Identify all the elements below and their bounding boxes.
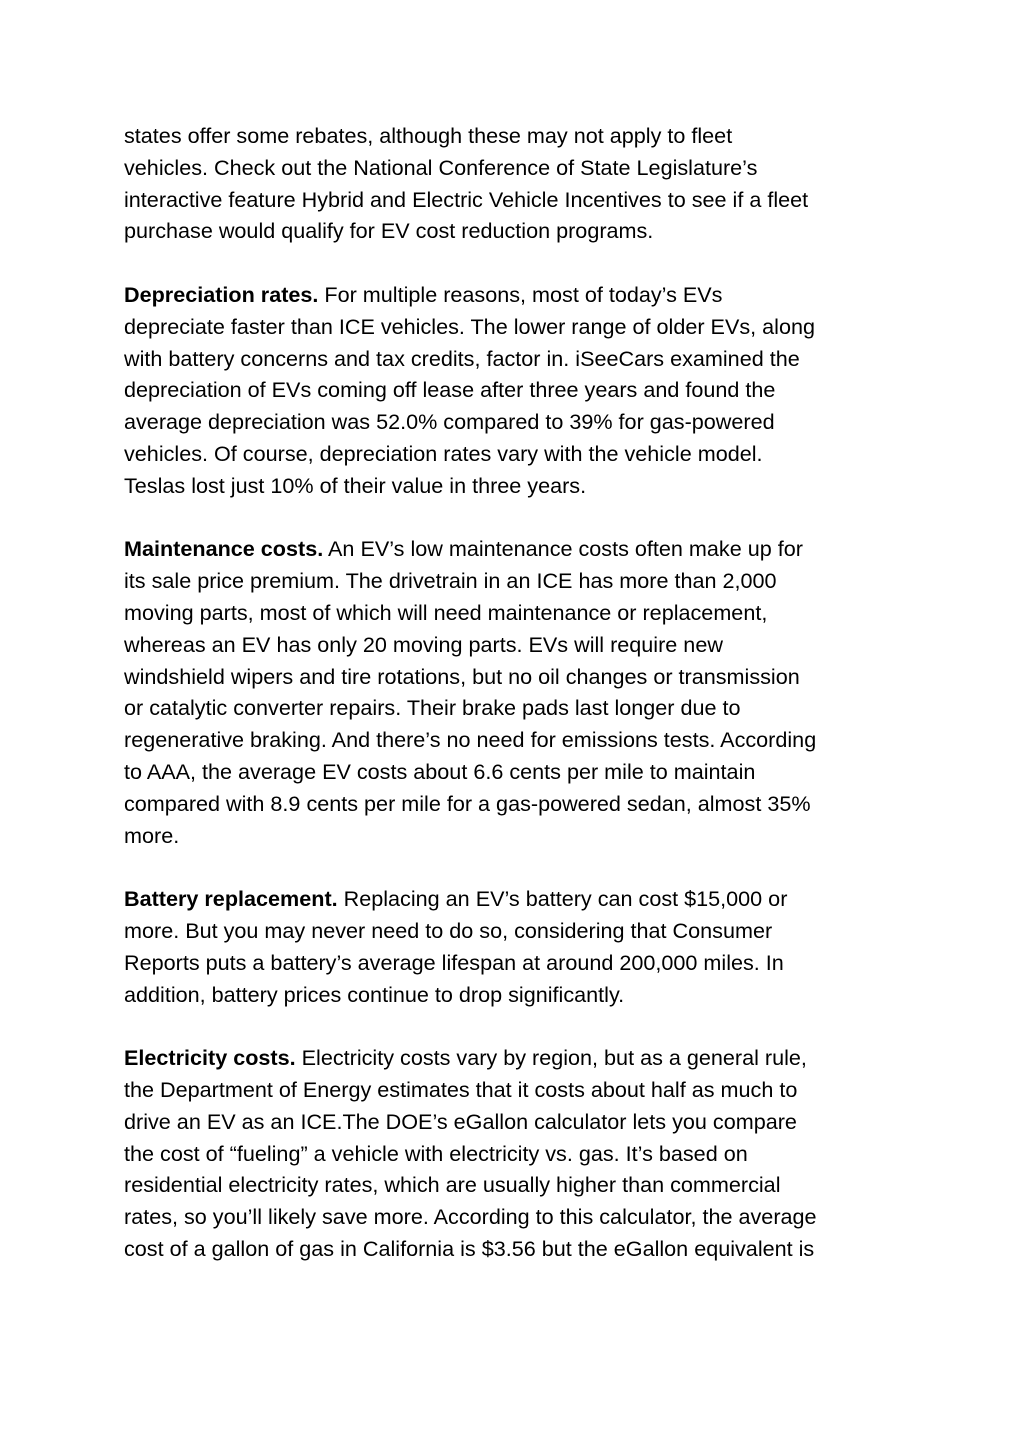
paragraph-rebates	[124, 120, 914, 247]
paragraph-heading: Battery replacement.	[124, 886, 338, 912]
paragraph-maintenance	[124, 533, 914, 851]
paragraph-line: Teslas lost just 10% of their value in three years.	[124, 472, 587, 498]
paragraph-line: Reports puts a battery’s average lifespan at around 200,000 miles. In	[124, 949, 784, 975]
paragraph-line: depreciate faster than ICE vehicles. The lower range of older EVs, along	[124, 313, 815, 339]
paragraph-line: cost of a gallon of gas in California is $3.56 but the eGallon equivalent is	[124, 1235, 815, 1261]
paragraph-line: vehicles. Check out the National Conference of State Legislature’s	[124, 154, 758, 180]
paragraph-heading: Depreciation rates.	[124, 281, 319, 307]
paragraph-line: moving parts, most of which will need maintenance or replacement,	[124, 599, 768, 625]
paragraph-battery	[124, 883, 914, 1010]
paragraph-line: vehicles. Of course, depreciation rates vary with the vehicle model.	[124, 440, 763, 466]
paragraph-line: Replacing an EV’s battery can cost $15,000 or	[337, 886, 788, 912]
paragraph-line: addition, battery prices continue to drop significantly.	[124, 981, 625, 1007]
paragraph-line: depreciation of EVs coming off lease after three years and found the	[124, 377, 776, 403]
paragraph-line: An EV’s low maintenance costs often make up for	[323, 536, 803, 562]
paragraph-line: the Department of Energy estimates that it costs about half as much to	[124, 1076, 798, 1102]
paragraph-line: residential electricity rates, which are usually higher than commercial	[124, 1172, 781, 1198]
paragraph-line: more. But you may never need to do so, considering that Consumer	[124, 917, 773, 943]
document-body	[124, 120, 914, 1296]
paragraph-line: compared with 8.9 cents per mile for a gas-powered sedan, almost 35%	[124, 790, 811, 816]
paragraph-line: or catalytic converter repairs. Their brake pads last longer due to	[124, 695, 741, 721]
paragraph-heading: Electricity costs.	[124, 1045, 296, 1071]
paragraph-line: purchase would qualify for EV cost reduction programs.	[124, 218, 654, 244]
paragraph-line: interactive feature Hybrid and Electric Vehicle Incentives to see if a fleet	[124, 186, 809, 212]
paragraph-line: whereas an EV has only 20 moving parts. EVs will require new	[124, 631, 723, 657]
paragraph-line: Electricity costs vary by region, but as a general rule,	[295, 1045, 807, 1071]
paragraph-line: the cost of “fueling” a vehicle with electricity vs. gas. It’s based on	[124, 1140, 748, 1166]
paragraph-electricity	[124, 1042, 914, 1265]
paragraph-line: windshield wipers and tire rotations, but no oil changes or transmission	[124, 663, 800, 689]
paragraph-line: with battery concerns and tax credits, factor in. iSeeCars examined the	[124, 345, 800, 371]
paragraph-line: rates, so you’ll likely save more. According to this calculator, the average	[124, 1204, 817, 1230]
paragraph-line: For multiple reasons, most of today’s EVs	[318, 281, 723, 307]
paragraph-line: regenerative braking. And there’s no need for emissions tests. According	[124, 727, 817, 753]
paragraph-line: its sale price premium. The drivetrain in an ICE has more than 2,000	[124, 568, 777, 594]
paragraph-line: states offer some rebates, although these may not apply to fleet	[124, 123, 733, 148]
paragraph-line: more.	[124, 822, 180, 848]
paragraph-line: average depreciation was 52.0% compared to 39% for gas-powered	[124, 409, 775, 435]
paragraph-line: to AAA, the average EV costs about 6.6 cents per mile to maintain	[124, 758, 756, 784]
paragraph-depreciation	[124, 279, 914, 502]
paragraph-line: drive an EV as an ICE.The DOE’s eGallon calculator lets you compare	[124, 1108, 797, 1134]
paragraph-heading: Maintenance costs.	[124, 536, 324, 562]
